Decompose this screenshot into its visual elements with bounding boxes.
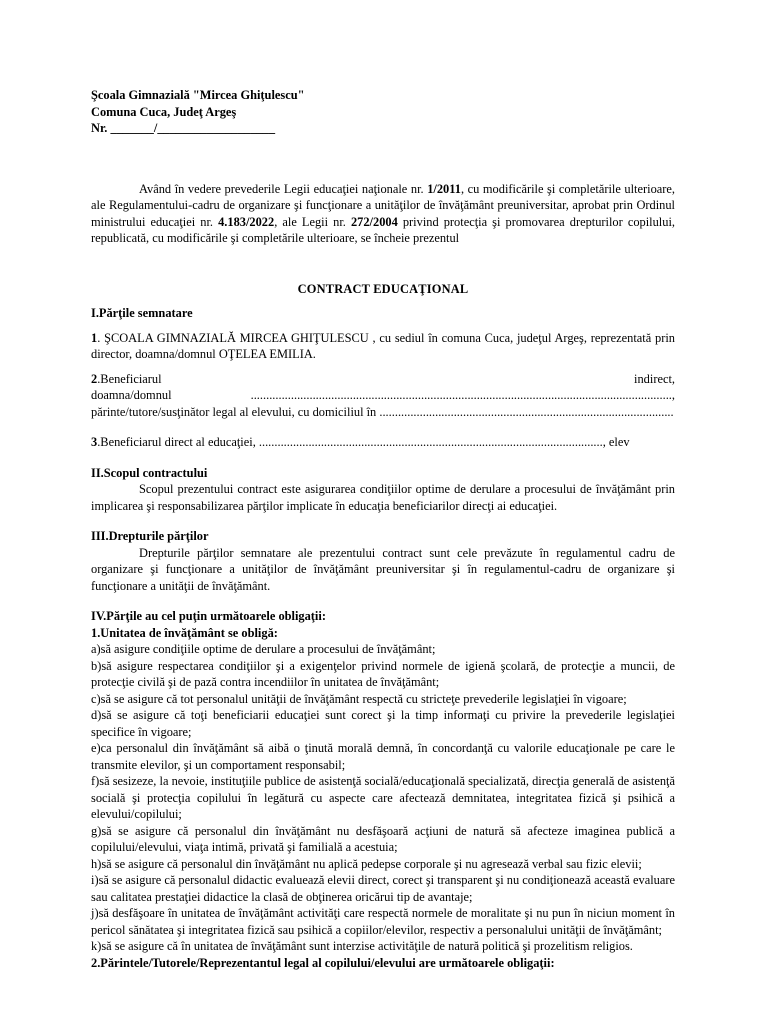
preamble xyxy=(91,181,675,247)
party-3 xyxy=(91,434,675,451)
party-1 xyxy=(91,330,675,363)
list-item: k)să se asigure că în unitatea de învăţământ sunt interzise activităţile de natură politică şi prozelitism religios. xyxy=(91,939,633,953)
party-2-number: 2 xyxy=(91,371,98,386)
preamble-text-4: privind protecţia şi promovarea drepturilor copilului, republicată, cu modificările şi completările ulterioare, se încheie prezentul xyxy=(91,214,675,245)
party-2 xyxy=(91,371,675,421)
section-3-text: Drepturile părţilor semnatare ale prezentului contract sunt cele prevăzute în regulamentul cadru de organizare şi funcţionare a unităţilor de învăţământ preuniversitar şi în regulamentul-cadru de organizare şi funcţionare a unităţii de învăţământ. xyxy=(91,545,675,593)
list-item: b)să asigure respectarea condiţiilor şi a exigenţelor privind normele de igienă şcolară, de protecţie a muncii, de protecţie civilă şi de pază contra incendiilor în unitatea de învăţământ; xyxy=(91,658,675,689)
list-item: c)să se asigure că tot personalul unităţii de învăţământ respectă cu stricteţe prevederile legislaţiei în vigoare; xyxy=(91,691,627,706)
school-address: Comuna Cuca, Judeţ Argeş xyxy=(91,104,237,119)
section-4-heading: IV.Părţile au cel puţin următoarele obligaţii: xyxy=(91,609,326,623)
section-1-heading: I.Părţile semnatare xyxy=(91,306,193,320)
list-item: i)să se asigure că personalul didactic evaluează elevii direct, corect şi transparent şi nu condiţionează această evaluare sau calitatea prestaţiei didactice la clasă de obţinerea oricărui tip de avantaje; xyxy=(91,873,675,904)
list-item: a)să asigure condiţiile optime de derulare a procesului de învăţământ; xyxy=(91,642,436,656)
party-3-text: .Beneficiarul direct al educaţiei, ..............................................................................................................., elev xyxy=(97,435,630,449)
list-item: d)să se asigure că toţi beneficiarii educaţiei sunt corect şi la timp informaţi cu privire la prevederile legislaţiei specifice în vigoare; xyxy=(91,708,675,739)
section-4-subheading-2: 2.Părintele/Tutorele/Reprezentantul legal al copilului/elevului are următoarele obligaţii: xyxy=(91,955,555,970)
list-item: j)să desfăşoare în unitatea de învăţământ activităţi care respectă normele de moralitate şi nu pun în niciun moment în pericol sănătatea şi integritatea fizică sau psihică a copiilor/elevilor, respectiv a personalului unităţii de învăţământ; xyxy=(91,906,675,937)
document-title: CONTRACT EDUCAŢIONAL xyxy=(297,281,469,296)
preamble-text-1: Având în vedere prevederile Legii educaţiei naţionale nr. xyxy=(139,181,428,196)
preamble-text-3: , ale Legii nr. xyxy=(274,214,351,229)
registration-number: Nr. _______/___________________ xyxy=(91,121,276,135)
party-3-number: 3 xyxy=(91,435,98,449)
party-2-name-field: ........................................................................................................................................, xyxy=(250,388,675,402)
party-1-number: 1 xyxy=(91,330,98,345)
document-content xyxy=(91,87,675,971)
law-number-2: 272/2004 xyxy=(350,214,398,229)
letterhead xyxy=(91,87,675,137)
party-2-name-label: doamna/domnul xyxy=(91,388,172,402)
law-number-1: 1/2011 xyxy=(427,181,461,196)
list-item: e)ca personalul din învăţământ să aibă o ţinută morală demnă, în concordanţă cu valorile educaţionale pe care le transmite elevilor, şi un comportament responsabil; xyxy=(91,741,675,772)
order-number: 4.183/2022 xyxy=(218,214,275,229)
party-2-address-line: părinte/tutore/susţinător legal al elevului, cu domiciliul în ............................................................................................... xyxy=(91,404,674,419)
preamble-text-2: , cu modificările şi completările ulterioare, ale Regulamentului-cadru de organizare şi funcţionare a unităţilor de învăţământ preuniversitar, aprobat prin Ordinul ministrului educaţiei nr. xyxy=(91,181,675,229)
list-item: f)să sesizeze, la nevoie, instituţiile publice de asistenţă socială/educaţională specializată, direcţia generală de asistenţă socială şi protecţia copilului în legătură cu aspecte care afectează demnitatea, integritatea fizică şi psihică a elevului/copilului; xyxy=(91,774,675,821)
party-1-text: . ŞCOALA GIMNAZIALĂ MIRCEA GHIŢULESCU , cu sediul în comuna Cuca, judeţul Argeş, reprezentată prin director, doamna/domnul OŢELEA EMILIA. xyxy=(91,330,675,361)
section-2-heading: II.Scopul contractului xyxy=(91,465,208,480)
school-name: Şcoala Gimnazială "Mircea Ghiţulescu" xyxy=(91,88,305,102)
section-4-subheading-1: 1.Unitatea de învăţământ se obligă: xyxy=(91,625,278,640)
list-item: h)să se asigure că personalul din învăţământ nu aplică pedepse corporale şi nu agresează verbal sau fizic elevii; xyxy=(91,856,642,871)
obligations-list xyxy=(91,641,675,955)
section-3-heading: III.Drepturile părţilor xyxy=(91,529,209,543)
section-2-text: Scopul prezentului contract este asigurarea condiţiilor optime de derulare a procesului de învăţământ prin implicarea şi responsabilizarea părţilor implicate în educaţia beneficiarilor direcţi ai educaţiei. xyxy=(91,482,675,513)
party-2-label: .Beneficiarul xyxy=(97,371,162,386)
party-2-type: indirect, xyxy=(634,371,675,386)
list-item: g)să se asigure că personalul din învăţământ nu desfăşoară acţiuni de natură să afecteze imaginea publică a copilului/elevului, viaţa intimă, privată şi familială a acestuia; xyxy=(91,823,675,854)
